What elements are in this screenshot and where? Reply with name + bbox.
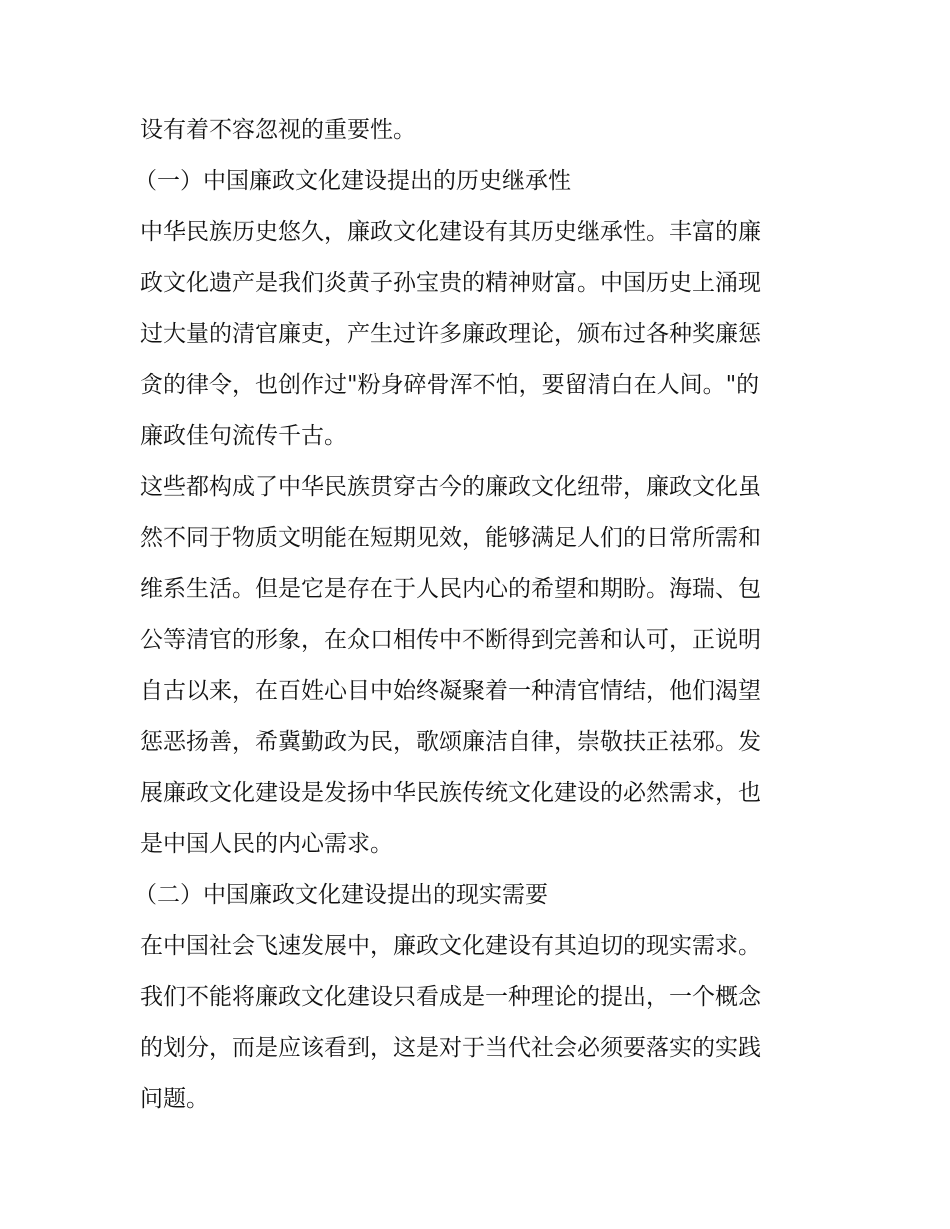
body-line: 过大量的清官廉吏，产生过许多廉政理论，颁布过各种奖廉惩: [140, 321, 761, 347]
body-line: 自古以来，在百姓心目中始终凝聚着一种清官情结，他们渴望: [140, 678, 761, 704]
body-line: 公等清官的形象，在众口相传中不断得到完善和认可，正说明: [140, 627, 761, 653]
section-heading-1: （一）中国廉政文化建设提出的历史继承性: [134, 168, 571, 194]
body-line: 是中国人民的内心需求。: [140, 831, 393, 857]
body-line: 廉政佳句流传千古。: [140, 423, 347, 449]
body-line: 展廉政文化建设是发扬中华民族传统文化建设的必然需求，也: [140, 780, 761, 806]
body-line: 然不同于物质文明能在短期见效，能够满足人们的日常所需和: [140, 525, 761, 551]
body-line: 贪的律令，也创作过"粉身碎骨浑不怕，要留清白在人间。"的: [140, 372, 760, 398]
body-line: 这些都构成了中华民族贯穿古今的廉政文化纽带，廉政文化虽: [140, 474, 761, 500]
body-line: 中华民族历史悠久，廉政文化建设有其历史继承性。丰富的廉: [140, 219, 761, 245]
body-line: 在中国社会飞速发展中，廉政文化建设有其迫切的现实需求。: [140, 933, 761, 959]
body-line: 的划分，而是应该看到，这是对于当代社会必须要落实的实践: [140, 1035, 761, 1061]
body-line: 政文化遗产是我们炎黄子孙宝贵的精神财富。中国历史上涌现: [140, 270, 761, 296]
document-page: [134, 112, 820, 1132]
section-heading-2: （二）中国廉政文化建设提出的现实需要: [134, 882, 548, 908]
body-line: 惩恶扬善，希冀勤政为民，歌颂廉洁自律，崇敬扶正祛邪。发: [140, 729, 761, 755]
body-line: 问题。: [140, 1086, 209, 1112]
body-line: 设有着不容忽视的重要性。: [140, 117, 416, 143]
body-line: 维系生活。但是它是存在于人民内心的希望和期盼。海瑞、包: [140, 576, 761, 602]
body-line: 我们不能将廉政文化建设只看成是一种理论的提出，一个概念: [140, 984, 761, 1010]
